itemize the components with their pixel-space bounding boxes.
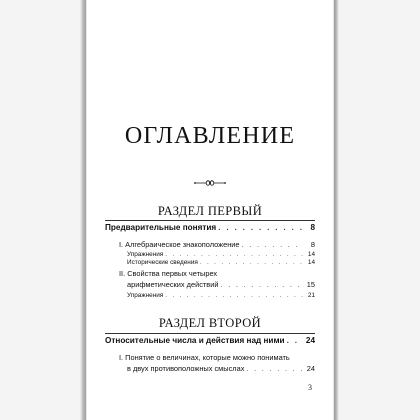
- item-page: 21: [307, 292, 315, 299]
- section-heading-second: РАЗДЕЛ ВТОРОЙ: [158, 316, 262, 330]
- leader-dots: [242, 240, 303, 249]
- toc-item-entry[interactable]: [119, 240, 315, 249]
- section-divider: [105, 220, 315, 221]
- item-title-line1[interactable]: II. Свойства первых четырех: [119, 269, 218, 278]
- item-title: Упражнения: [127, 251, 164, 258]
- chapter-page: 24: [305, 336, 315, 345]
- book-page-edge-right: [333, 0, 339, 420]
- chapter-title: Относительные числа и действия над ними: [105, 336, 285, 345]
- item-title-line2: арифметических действий: [127, 280, 219, 289]
- item-page: 8: [310, 240, 315, 249]
- leader-dots: [246, 364, 303, 373]
- item-page: 24: [306, 364, 315, 373]
- toc-subitem-entry[interactable]: [127, 292, 315, 299]
- toc-subitem-entry[interactable]: [127, 259, 315, 266]
- leader-dots: [200, 259, 303, 266]
- chapter-title: Предварительные понятия: [105, 223, 217, 232]
- ornament-icon: [192, 178, 228, 188]
- toc-item-entry[interactable]: [127, 280, 315, 289]
- toc-chapter-entry[interactable]: [105, 336, 315, 345]
- item-title: Исторические сведения: [127, 259, 198, 266]
- item-title-line2: в двух противоположных смыслах: [127, 364, 245, 373]
- section-divider: [105, 333, 315, 334]
- leader-dots: [220, 280, 303, 289]
- book-page-edge-left: [80, 0, 87, 420]
- item-page: 14: [307, 259, 315, 266]
- toc-item-entry[interactable]: [127, 364, 315, 373]
- chapter-page: 8: [310, 223, 315, 232]
- item-title: I. Алгебраическое знакоположение: [119, 240, 240, 249]
- section-heading-first: РАЗДЕЛ ПЕРВЫЙ: [157, 204, 263, 218]
- leader-dots: [165, 251, 303, 258]
- book-page: [87, 0, 333, 420]
- item-page: 14: [307, 251, 315, 258]
- leader-dots: [287, 336, 303, 345]
- toc-subitem-entry[interactable]: [127, 251, 315, 258]
- page-number: 3: [308, 383, 312, 392]
- leader-dots: [218, 223, 303, 232]
- item-page: 15: [306, 280, 315, 289]
- toc-title: ОГЛАВЛЕНИЕ: [124, 123, 296, 149]
- item-title: Упражнения: [127, 292, 164, 299]
- item-title-line1[interactable]: I. Понятие о величинах, которые можно понимать: [119, 353, 290, 362]
- leader-dots: [165, 292, 303, 299]
- toc-chapter-entry[interactable]: [105, 223, 315, 232]
